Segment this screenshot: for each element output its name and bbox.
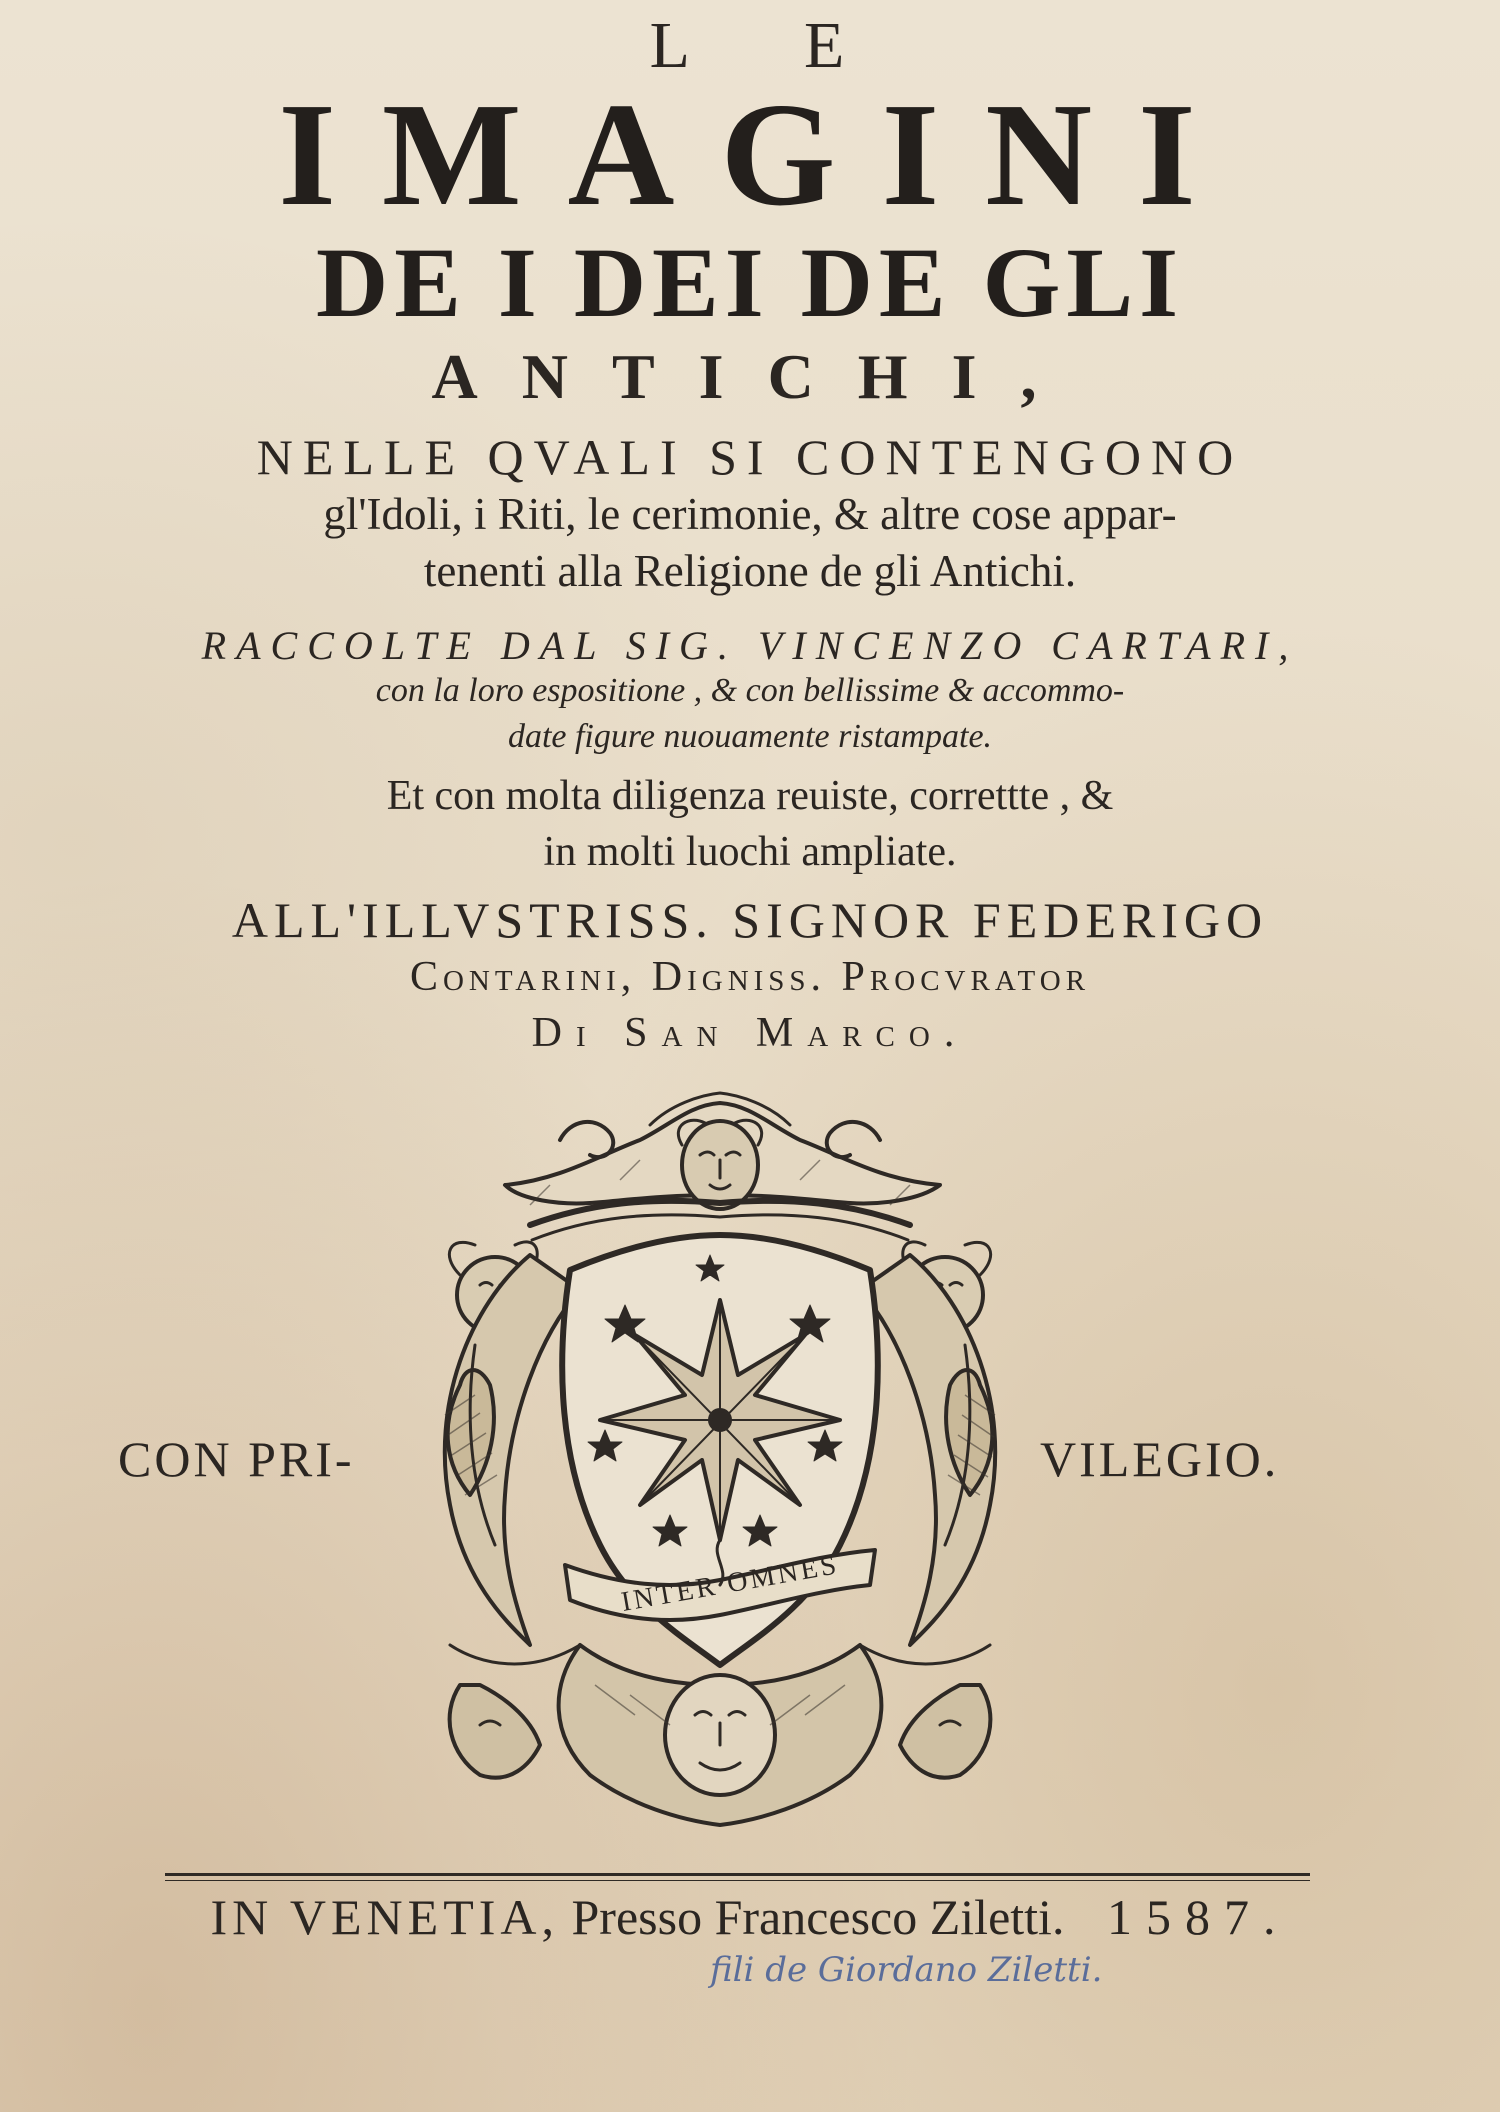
exposition-line: con la loro espositione , & con bellissime & accommo- bbox=[375, 672, 1125, 709]
dedication-line-1: ALL'ILLVSTRISS. SIGNOR FEDERIGO bbox=[231, 892, 1269, 948]
dedication-line-3: Di San Marco. bbox=[531, 1010, 969, 1056]
title-line-le: L E bbox=[649, 9, 895, 82]
subtitle-line-nelle: NELLE QVALI SI CONTENGONO bbox=[256, 429, 1244, 485]
imprint-rule bbox=[165, 1873, 1310, 1876]
subtitle-line-idoli: gl'Idoli, i Riti, le cerimonie, & altre cose appar- bbox=[323, 489, 1177, 539]
amplified-line: in molti luochi ampliate. bbox=[543, 829, 957, 875]
imprint-place: IN VENETIA, bbox=[210, 1889, 559, 1945]
handwritten-note: fili de Giordano Ziletti. bbox=[710, 1950, 1103, 1990]
title-line-dei: DE I DEI DE GLI bbox=[316, 227, 1184, 338]
figures-line: date figure nuouamente ristampate. bbox=[507, 718, 993, 755]
author-line: RACCOLTE DAL SIG. VINCENZO CARTARI, bbox=[201, 623, 1299, 668]
title-line-imagini: IMAGINI bbox=[278, 73, 1242, 237]
motto-text: INTER OMNES bbox=[618, 1549, 842, 1618]
privilege-right: VILEGIO. bbox=[1040, 1431, 1280, 1487]
dedication-line-2: Contarini, Digniss. Procvrator bbox=[409, 954, 1091, 1000]
coat-of-arms-emblem bbox=[420, 1085, 1020, 1845]
imprint-rule-thin bbox=[165, 1880, 1310, 1881]
imprint-printer: Presso Francesco Ziletti. bbox=[571, 1889, 1065, 1945]
title-line-antichi: ANTICHI, bbox=[431, 341, 1081, 412]
privilege-left: CON PRI- bbox=[118, 1431, 355, 1487]
revision-line: Et con molta diligenza reuiste, correttte , & bbox=[386, 773, 1114, 819]
imprint-line bbox=[0, 1888, 1500, 1946]
imprint-year: 1587. bbox=[1106, 1889, 1290, 1945]
subtitle-line-religione: tenenti alla Religione de gli Antichi. bbox=[423, 546, 1077, 596]
